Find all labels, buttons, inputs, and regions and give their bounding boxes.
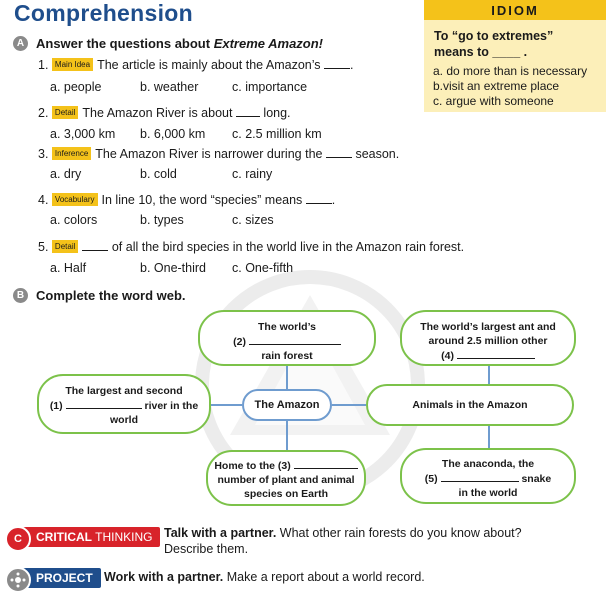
section-c-instruction [164,525,522,557]
question-number: 4. [38,193,49,207]
question-text: In line 10, the word “species” means [101,193,303,207]
web-node-blank-line [200,334,374,349]
question-4-option-b[interactable]: b. types [140,213,184,227]
question-tag: Detail [52,106,78,119]
web-node-text: in the world [458,487,518,499]
idiom-option-a: a. do more than is necessary [433,64,588,78]
web-node-text: river in the [144,400,199,412]
web-node-text: The world’s largest ant and [420,321,556,333]
question-2-option-c[interactable]: c. 2.5 million km [232,127,322,141]
connector-right [332,404,366,406]
connector-left [210,404,242,406]
web-node-text: species on Earth [243,488,329,500]
web-node-text: The largest and second [65,385,183,397]
question-4-option-a[interactable]: a. colors [50,213,98,227]
web-node-text: number of plant and animal [217,474,355,486]
answer-blank[interactable] [82,240,108,251]
question-text-end: long. [263,106,291,120]
web-node-text: rain forest [261,350,313,362]
connector-top [286,363,288,389]
web-node-text: The world’s [258,321,316,333]
question-1-option-b[interactable]: b. weather [140,80,199,94]
question-text: The article is mainly about the Amazon’s [97,58,321,72]
question-4 [38,193,335,207]
web-node-text: world [110,414,138,426]
idiom-option-b: b.visit an extreme place [433,79,560,93]
web-center-the-amazon: The Amazon [242,389,332,421]
question-tag: Main Idea [52,58,93,71]
question-3-option-a[interactable]: a. dry [50,167,82,181]
question-number: 3. [38,147,49,161]
section-c-text-line2: Describe them. [164,542,249,556]
question-number: 2. [38,106,49,120]
web-node-blank-line [402,348,574,363]
web-node-anaconda [400,448,576,504]
question-text-end: of all the bird species in the world live in the Amazon rain forest. [111,240,465,254]
idiom-box [424,0,606,112]
question-5-option-c[interactable]: c. One-fifth [232,261,294,275]
project-icon [5,567,31,593]
question-text-end: . [350,58,354,72]
web-node-blank-line [402,471,574,486]
question-1 [38,58,354,72]
question-number: 5. [38,240,49,254]
question-text-end: . [331,193,336,207]
page-title: Comprehension [14,0,193,26]
web-node-ant [400,310,576,366]
question-2-option-b[interactable]: b. 6,000 km [140,127,206,141]
project-badge: PROJECT [16,568,101,588]
connector-animals-top [488,366,490,384]
question-5 [38,240,464,254]
section-c-text: What other rain forests do you know about? [276,526,522,540]
blank-number: (2) [233,336,246,348]
section-b-instruction: Complete the word web. [36,288,186,303]
critical-thinking-badge-light: THINKING [92,530,153,544]
question-text: The Amazon River is narrower during the [95,147,323,161]
question-3 [38,147,399,161]
question-2-option-a[interactable]: a. 3,000 km [50,127,116,141]
answer-blank[interactable] [326,147,352,158]
web-node-text: around 2.5 million other [428,335,548,347]
idiom-question-line2: means to ____ . [434,45,528,59]
section-b-badge: B [13,288,28,303]
critical-thinking-badge-bold: CRITICAL [36,530,92,544]
question-4-option-c[interactable]: c. sizes [232,213,274,227]
question-1-option-c[interactable]: c. importance [232,80,308,94]
web-node-river [37,374,211,434]
answer-blank[interactable] [441,471,519,482]
answer-blank[interactable] [457,348,535,359]
project-instruction [104,570,425,584]
blank-number: (1) [49,400,63,412]
section-a-instruction-text: Answer the questions about [36,36,214,51]
blank-number: (5) [424,473,438,485]
question-3-option-b[interactable]: b. cold [140,167,177,181]
answer-blank[interactable] [236,106,260,117]
answer-blank[interactable] [66,398,142,409]
project-bold-text: Work with a partner. [104,570,224,584]
section-a-badge: A [13,36,28,51]
web-node-text: Home to the (3) [214,460,291,472]
section-a-article-title: Extreme Amazon! [213,36,324,51]
answer-blank[interactable] [294,458,358,469]
answer-blank[interactable] [249,334,341,345]
web-node-text: The anaconda, the [441,458,535,470]
section-a-instruction [36,36,323,51]
connector-bottom [286,421,288,451]
idiom-header: IDIOM [424,0,606,20]
question-text-end: season. [355,147,400,161]
question-tag: Vocabulary [52,193,98,206]
question-text: The Amazon River is about [82,106,233,120]
web-node-plants-animals [206,450,366,506]
question-3-option-c[interactable]: c. rainy [232,167,273,181]
web-node-blank-line [208,458,364,473]
question-5-option-b[interactable]: b. One-third [140,261,207,275]
web-node-animals: Animals in the Amazon [366,384,574,426]
connector-animals-bottom [488,426,490,448]
question-2 [38,106,291,120]
section-c-badge: C [5,526,31,552]
web-node-blank-line [39,398,209,413]
project-text: Make a report about a world record. [223,570,425,584]
critical-thinking-badge [16,527,160,547]
web-node-text: snake [521,473,552,485]
question-1-option-a[interactable]: a. people [50,80,102,94]
question-number: 1. [38,58,49,72]
answer-blank[interactable] [324,58,350,69]
idiom-question [434,28,553,60]
section-c-bold-text: Talk with a partner. [164,526,277,540]
question-5-option-a[interactable]: a. Half [50,261,87,275]
answer-blank[interactable] [306,193,332,204]
question-tag: Inference [52,147,91,160]
blank-number: (4) [441,350,454,362]
question-tag: Detail [52,240,78,253]
idiom-question-line1: To “go to extremes” [434,29,554,43]
web-node-rain-forest [198,310,376,366]
idiom-option-c: c. argue with someone [433,94,554,108]
